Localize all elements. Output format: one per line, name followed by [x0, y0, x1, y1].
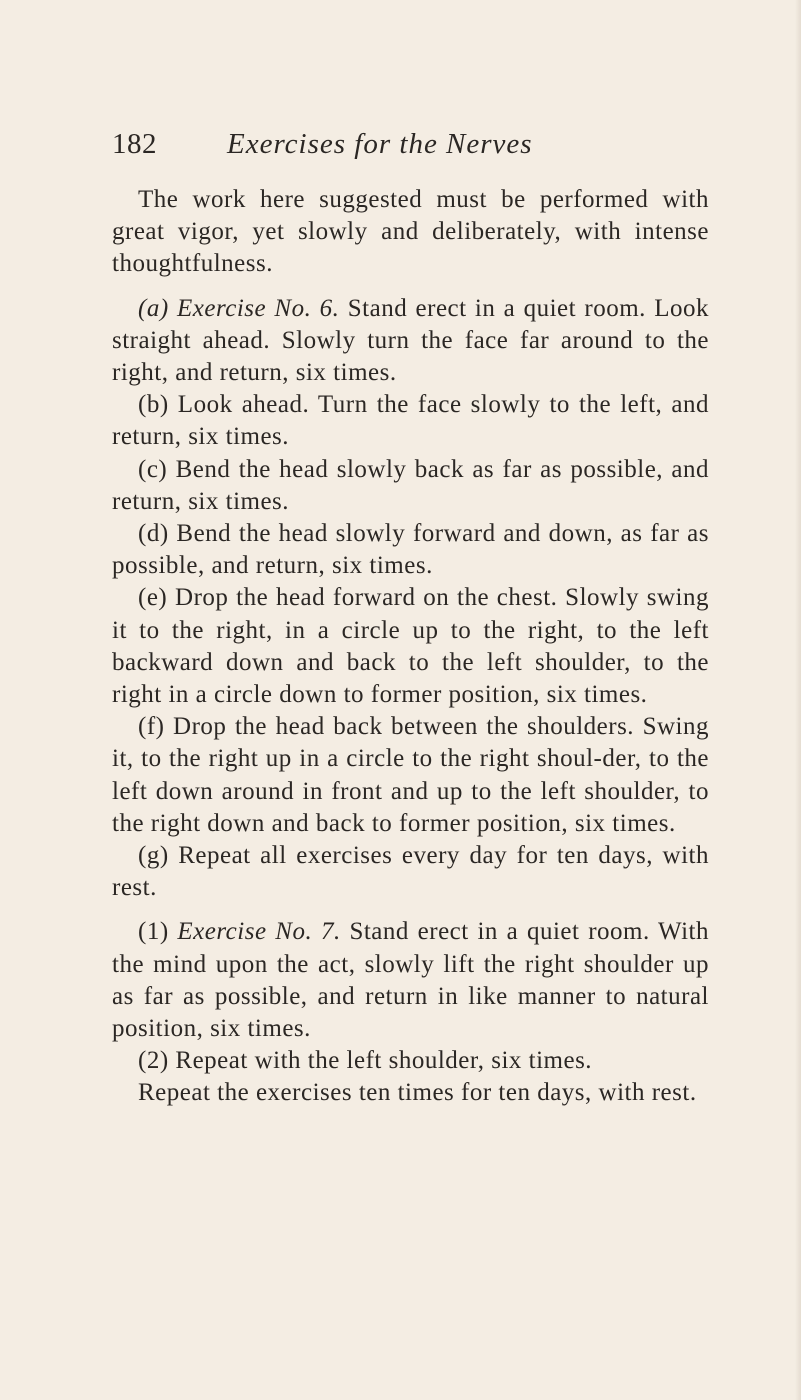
exercise-6c-paragraph: [112, 454, 709, 518]
item-label-c: (c): [138, 455, 168, 483]
exercise-7-2-text: Repeat with the left shoulder, six times.: [175, 1047, 593, 1075]
running-title: Exercises for the Nerves: [227, 128, 533, 160]
exercise-6b-paragraph: [112, 389, 709, 453]
exercise-6g-paragraph: [112, 840, 709, 904]
exercise-6f-paragraph: [112, 711, 709, 840]
intro-paragraph: The work here suggested must be performed with great vigor, yet slowly and deliberately, with intense thoughtfulness.: [112, 186, 709, 278]
exercise-6f-text: Drop the head back between the shoulders. Swing it, to the right up in a circle to the right shoul-der, to the left down around in front and up to the left shoulder, to the right down and back to former position, six times.: [112, 713, 710, 837]
paragraph-gap: [112, 281, 709, 293]
running-head: [112, 128, 702, 168]
exercise-6-title: Exercise No. 6.: [176, 294, 340, 322]
exercise-6d-text: Bend the head slowly forward and down, as far as possible, and return, six times.: [112, 520, 710, 580]
item-label-1: (1): [138, 918, 169, 946]
exercise-7-1-paragraph: [112, 916, 709, 1045]
exercise-6e-text: Drop the head forward on the chest. Slowly swing it to the right, in a circle up to the right, to the left backward down and back to the left shoulder, to the right in a circle down to former position, six times.: [112, 584, 710, 709]
item-label-a: (a): [138, 294, 169, 322]
closing-paragraph: Repeat the exercises ten times for ten days, with rest.: [138, 1079, 697, 1107]
item-label-f: (f): [138, 713, 165, 741]
page-number: 182: [112, 128, 157, 160]
exercise-6g-text: Repeat all exercises every day for ten days, with rest.: [112, 842, 710, 902]
exercise-7-title: Exercise No. 7.: [177, 918, 341, 946]
exercise-7-2-paragraph: [112, 1045, 709, 1077]
item-label-d: (d): [138, 520, 169, 548]
exercise-6a-paragraph: [112, 293, 709, 390]
body-text: [112, 184, 709, 1110]
exercise-6a-text: Stand erect in a quiet room. Look straight ahead. Slowly turn the face far around to the right, and return, six times.: [112, 294, 710, 387]
exercise-6b-text: Look ahead. Turn the face slowly to the left, and return, six times.: [112, 391, 710, 451]
item-label-g: (g): [138, 842, 169, 870]
exercise-6c-text: Bend the head slowly back as far as possible, and return, six times.: [112, 455, 710, 515]
item-label-b: (b): [138, 391, 169, 419]
exercise-6e-paragraph: [112, 582, 709, 711]
item-label-e: (e): [138, 584, 168, 612]
exercise-7-1-text: Stand erect in a quiet room. With the mind upon the act, slowly lift the right shoulder up as far as possible, and return in like manner to natural position, six times.: [112, 918, 710, 1043]
page-edge-shadow: [795, 0, 801, 1400]
item-label-2: (2): [138, 1047, 169, 1075]
paragraph-gap: [112, 904, 709, 916]
exercise-6d-paragraph: [112, 518, 709, 582]
